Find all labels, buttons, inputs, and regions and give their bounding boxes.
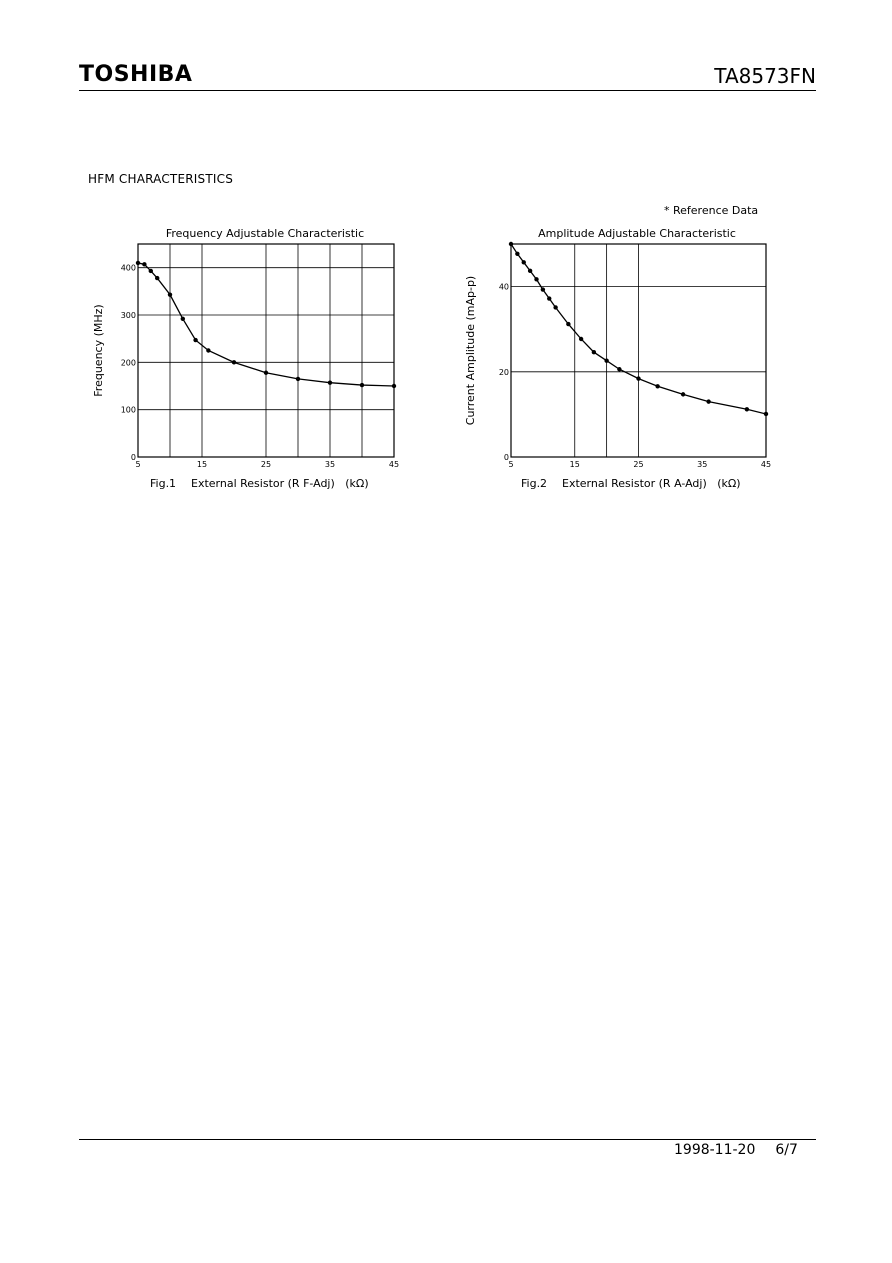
data-point xyxy=(360,383,364,387)
data-point xyxy=(328,380,332,384)
data-point xyxy=(579,337,583,341)
y-axis-label: Frequency (MHz) xyxy=(92,304,105,397)
x-tick-label: 15 xyxy=(196,460,208,469)
part-number: TA8573FN xyxy=(714,64,816,88)
y-axis-label: Current Amplitude (mAp-p) xyxy=(464,275,477,426)
header-rule xyxy=(79,90,816,91)
data-point xyxy=(528,269,532,273)
y-tick-label: 0 xyxy=(503,453,509,462)
x-tick-label: 5 xyxy=(135,460,141,469)
x-tick-label: 45 xyxy=(388,460,400,469)
x-axis-caption: Fig.2 xyxy=(521,477,548,490)
y-tick-label: 0 xyxy=(130,453,136,462)
x-tick-label: 25 xyxy=(633,460,644,469)
data-point xyxy=(296,377,300,381)
y-tick-label: 200 xyxy=(120,358,136,368)
data-point xyxy=(655,384,659,388)
data-point xyxy=(764,412,768,416)
footer-rule xyxy=(79,1139,816,1140)
data-point xyxy=(232,360,236,364)
grid-lines xyxy=(138,244,394,457)
data-point xyxy=(553,305,557,309)
data-point xyxy=(706,399,710,403)
data-point xyxy=(392,384,396,388)
data-point xyxy=(193,338,197,342)
x-tick-label: 5 xyxy=(508,460,514,469)
y-tick-label: 20 xyxy=(498,367,509,377)
data-point xyxy=(604,359,608,363)
x-tick-label: 35 xyxy=(697,460,708,469)
data-point xyxy=(168,292,172,296)
x-axis-label: External Resistor (R F-Adj) (kΩ) xyxy=(191,477,369,490)
x-axis-label: External Resistor (R A-Adj) (kΩ) xyxy=(562,477,741,490)
tick-labels xyxy=(121,264,399,469)
x-tick-label: 25 xyxy=(260,460,272,469)
tick-labels xyxy=(499,283,771,469)
y-tick-label: 40 xyxy=(498,282,509,292)
data-point xyxy=(155,276,159,280)
brand-logo: TOSHIBA xyxy=(79,62,193,87)
page-number: 6/7 xyxy=(775,1142,798,1158)
data-point xyxy=(522,260,526,264)
y-tick-label: 100 xyxy=(120,405,136,415)
data-point xyxy=(592,350,596,354)
section-title: HFM CHARACTERISTICS xyxy=(88,172,234,186)
data-point xyxy=(636,376,640,380)
frequency-chart xyxy=(85,222,405,497)
data-point xyxy=(142,262,146,266)
data-point xyxy=(617,367,621,371)
reference-note: * Reference Data xyxy=(664,204,759,217)
x-tick-label: 15 xyxy=(569,460,580,469)
chart-title: Amplitude Adjustable Characteristic xyxy=(538,227,736,240)
data-point xyxy=(515,252,519,256)
amplitude-chart xyxy=(460,222,780,497)
x-tick-label: 45 xyxy=(760,460,772,469)
y-tick-label: 400 xyxy=(120,263,136,273)
y-tick-label: 300 xyxy=(120,311,136,320)
data-point xyxy=(181,317,185,321)
x-tick-label: 35 xyxy=(324,460,336,469)
data-point xyxy=(509,242,513,246)
footer xyxy=(674,1142,798,1158)
data-point xyxy=(541,287,545,291)
data-point xyxy=(681,392,685,396)
data-point xyxy=(566,322,570,326)
grid-lines xyxy=(511,244,766,457)
chart-title: Frequency Adjustable Characteristic xyxy=(165,227,365,240)
data-point xyxy=(136,261,140,265)
data-point xyxy=(264,371,268,375)
data-point xyxy=(534,277,538,281)
x-axis-caption: Fig.1 xyxy=(150,477,177,490)
data-point xyxy=(206,348,210,352)
footer-date: 1998-11-20 xyxy=(674,1142,756,1158)
data-point xyxy=(149,269,153,273)
data-point xyxy=(547,296,551,300)
data-point xyxy=(745,407,749,411)
